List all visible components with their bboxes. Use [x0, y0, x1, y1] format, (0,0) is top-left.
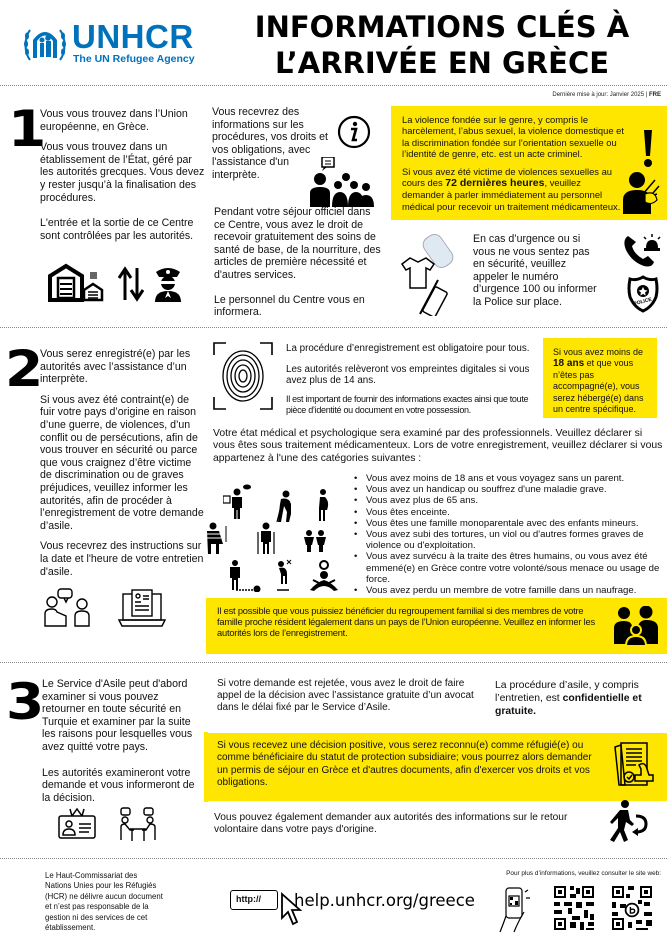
update-date: Dernière mise à jour: Janvier 2025 | FRE	[552, 92, 661, 98]
section1-left-p3: L'entrée et la sortie de ce Centre sont contrôlées par les autorités.	[40, 217, 194, 242]
title-line-1: INFORMATIONS CLÉS À	[254, 10, 630, 44]
minor-text-start: Si vous avez moins de	[553, 347, 644, 357]
page-title	[232, 9, 652, 81]
step-number-2: 2	[5, 340, 44, 398]
documents-stamp-icon	[613, 741, 655, 789]
section2-left-p2: Si vous avez été contraint(e) de fuir votre pays d’origine en raison d’une guerre, de violences, d’un conflit ou de persécutions, afin de vous trouver en sécurité ou parce que vous craignez d’être victime de discrimination ou de graves préjudices, veuillez informer les autorités, afin de procéder à l’enregistrement de votre demande d’asile.	[40, 393, 204, 532]
section1-left-text	[40, 108, 205, 250]
voluntary-return-icon	[608, 800, 648, 844]
vulnerability-icons	[205, 482, 345, 592]
fingerprint-icon	[212, 341, 274, 411]
emergency-text: En cas d’urgence ou si vous ne vous sentez pas en sécurité, veuillez appeler le numéro d’urgence 100 ou informer la Police sur place.	[473, 233, 597, 308]
section2-left-p3: Vous recevrez des instructions sur la date et l'heure de votre entretien d'asile.	[40, 540, 204, 578]
gbv-p2-start: Si vous avez été victime de violences sexuelles au cours des	[402, 165, 613, 189]
section3-left-p2: Les autorités examineront votre demande et vous informeront de la décision.	[42, 766, 195, 804]
distress-icon	[275, 558, 295, 592]
appeal-text: Si votre demande est rejetée, vous avez le droit de faire appel de la décision avec l’assistance gratuite d’un avocat dans le délai fixé par le Service d’Asile.	[217, 678, 474, 714]
url-link[interactable]	[230, 890, 475, 926]
positive-decision-text: Si vous recevez une décision positive, vous serez reconnu(e) comme réfugié(e) ou comme bénéficiaire du statut de protection subsidiaire; vous pourrez alors demander un permis de séjour en Grèce et d'autres documents, afin d'exercer vos droits et vos obligations.	[217, 740, 592, 789]
update-text: Dernière mise à jour: Janvier 2025	[552, 92, 645, 98]
in-out-arrows-icon	[118, 266, 144, 302]
divider	[0, 327, 667, 328]
section2-left-text	[40, 348, 206, 586]
category-item: • Vous êtes enceinte.	[352, 507, 667, 518]
section1-left-p1: Vous vous trouvez dans l’Union européenne, en Grèce.	[40, 108, 188, 133]
confidential-bold: confidentielle et gratuite.	[495, 693, 642, 717]
exclamation-icon	[642, 128, 654, 168]
emergency-phone-icon	[622, 232, 662, 270]
elderly-icon	[273, 490, 297, 522]
gbv-alert-box	[391, 106, 667, 220]
category-item: • Vous avez perdu un membre de votre famille dans un naufrage.	[352, 585, 667, 596]
family-text: Il est possible que vous puissiez bénéficier du regroupement familial si des membres de votre famille proche résident légalement dans un pays de l’Union européenne. Veuillez en informer les autorités lors de l’enregistrement.	[217, 606, 595, 639]
shipwreck-icon	[309, 560, 339, 592]
pregnant-icon	[315, 488, 331, 522]
qr-code-1-icon	[552, 884, 596, 932]
disability-icon	[255, 522, 277, 554]
voluntary-return-text: Vous pouvez également demander aux autorités des informations sur le retour volontaire dans votre pays d'origine.	[214, 812, 568, 836]
minor-age: 18 ans	[553, 358, 585, 370]
divider	[0, 85, 667, 86]
category-item: • Vous avez plus de 65 ans.	[352, 495, 667, 506]
police-badge-label: POLICE	[632, 296, 653, 308]
positive-decision-box	[206, 733, 667, 801]
police-officer-icon	[153, 264, 183, 302]
divider	[0, 662, 667, 663]
garage-icon	[48, 262, 108, 302]
unhcr-emblem-icon	[22, 22, 68, 66]
gbv-72h: 72 dernières heures	[445, 177, 545, 190]
divider	[0, 858, 667, 859]
category-item: • Vous avez un handicap ou souffrez d'une maladie grave.	[352, 484, 667, 495]
step-number-3: 3	[6, 673, 45, 731]
gbv-p2-end: , veuillez demander à parler immédiatement au personnel médical pour recevoir un traitement médicamenteux.	[402, 177, 621, 212]
registration-text	[286, 343, 536, 415]
interview-icon	[44, 588, 90, 628]
qr-code-app[interactable]	[610, 884, 654, 932]
logo-name: UNHCR	[72, 18, 194, 55]
confidential-start: La procédure d’asile, y compris l’entretien, est	[495, 680, 639, 704]
category-item: • Vous êtes une famille monoparentale avec des enfants mineurs.	[352, 518, 667, 529]
victim-support-icon	[623, 170, 663, 214]
step-number-1: 1	[8, 100, 47, 158]
family-reunification-box	[206, 598, 667, 654]
minor-alert-box	[543, 338, 657, 418]
child-alone-icon	[223, 484, 251, 520]
medical-text: Votre état médical et psychologique sera examiné par des professionnels. Veuillez déclarer si vous êtes sous traitement médicamenteux. Lors de votre enregistrement, veuillez déclarer si vous appartenez à l'une des catégories suivantes :	[213, 428, 663, 464]
more-info-text: Pour plus d’informations, veuillez consulter le site web:	[506, 870, 661, 877]
id-card-icon	[58, 808, 96, 840]
stay-paragraph: Pendant votre séjour officiel dans ce Centre, vous avez le droit de recevoir gratuitement des soins de santé de base, de la nourriture, des articles de première nécessité et d'autres services.	[214, 206, 381, 281]
trafficking-icon	[227, 560, 261, 592]
hygiene-kit-icon	[398, 232, 462, 316]
family-icon	[614, 606, 658, 646]
category-item: • Vous avez subi des tortures, un viol ou d'autres formes graves de violence ou d'exploitation.	[352, 529, 667, 551]
section3-left-text	[42, 678, 202, 812]
section2-left-p1: Vous serez enregistré(e) par les autorités avec l’assistance d’un interprète.	[40, 348, 191, 386]
gbv-paragraph-2	[402, 166, 624, 213]
title-line-2: L’ARRIVÉE EN GRÈCE	[274, 46, 610, 80]
minor-text	[553, 347, 655, 415]
section1-stay-text	[214, 206, 384, 327]
unhcr-logo	[22, 18, 195, 66]
category-item: • Vous avez moins de 18 ans et vous voyagez sans un parent.	[352, 473, 667, 484]
registration-p1: La procédure d’enregistrement est obligatoire pour tous.	[286, 343, 530, 354]
section1-info-text: Vous recevrez des informations sur les procédures, vos droits et vos obligations, avec l'assistance d'un interprète.	[212, 106, 328, 181]
url-text[interactable]: help.unhcr.org/greece	[294, 891, 475, 910]
single-parent-family-icon	[302, 530, 328, 552]
interpreter-group-icon	[310, 157, 374, 207]
online-form-icon	[118, 588, 166, 628]
info-icon	[337, 115, 371, 149]
staff-paragraph: Le personnel du Centre vous en informera.	[214, 293, 365, 319]
minor-text-end: et que vous n’êtes pas accompagné(e), vous serez hébergé(e) dans un centre spécifique.	[553, 358, 644, 415]
language-code: FRE	[649, 92, 661, 98]
registration-p3: Il est important de fournir des informations exactes ainsi que toute pièce d’identité ou document en votre possession.	[286, 394, 529, 415]
gbv-paragraph-1: La violence fondée sur le genre, y compris le harcèlement, l’abus sexuel, la violence domestique et la discrimination fondée sur l’orientation sexuelle ou l’identité de genre, etc. est un acte criminel.	[402, 114, 625, 160]
disclaimer-text: Le Haut-Commissariat des Nations Unies pour les Réfugiés (HCR) ne délivre aucun document et n’est pas responsable de la gestion ni des services de cet établissement.	[45, 871, 163, 933]
http-badge: http://	[230, 890, 278, 910]
qr-code-website[interactable]	[552, 884, 596, 932]
phone-scan-icon	[498, 886, 534, 934]
asylum-interview-icon	[120, 807, 156, 841]
section1-left-p2: Vous vous trouvez dans un établissement de l’État, géré par les autorités grecques. Vous devez y rester jusqu’à la finalisation des procédures.	[40, 141, 205, 204]
torture-victim-icon	[205, 522, 229, 554]
registration-p2: Les autorités relèveront vos empreintes digitales si vous avez plus de 14 ans.	[286, 363, 530, 386]
vulnerability-list	[352, 473, 667, 596]
confidential-text	[495, 679, 655, 718]
category-item: • Vous avez survécu à la traite des êtres humains, ou vous avez été emmené(e) en Grèce contre votre volonté/sous menace ou usage de force.	[352, 551, 667, 585]
section3-left-p1: Le Service d'Asile peut d'abord examiner si vous pouvez retourner en toute sécurité en Turquie et examiner par la suite les raisons pour lesquelles vous avez quitté votre pays.	[42, 678, 193, 753]
qr-code-2-icon	[610, 884, 654, 932]
logo-tagline: The UN Refugee Agency	[73, 53, 195, 65]
police-badge-icon	[626, 275, 660, 313]
